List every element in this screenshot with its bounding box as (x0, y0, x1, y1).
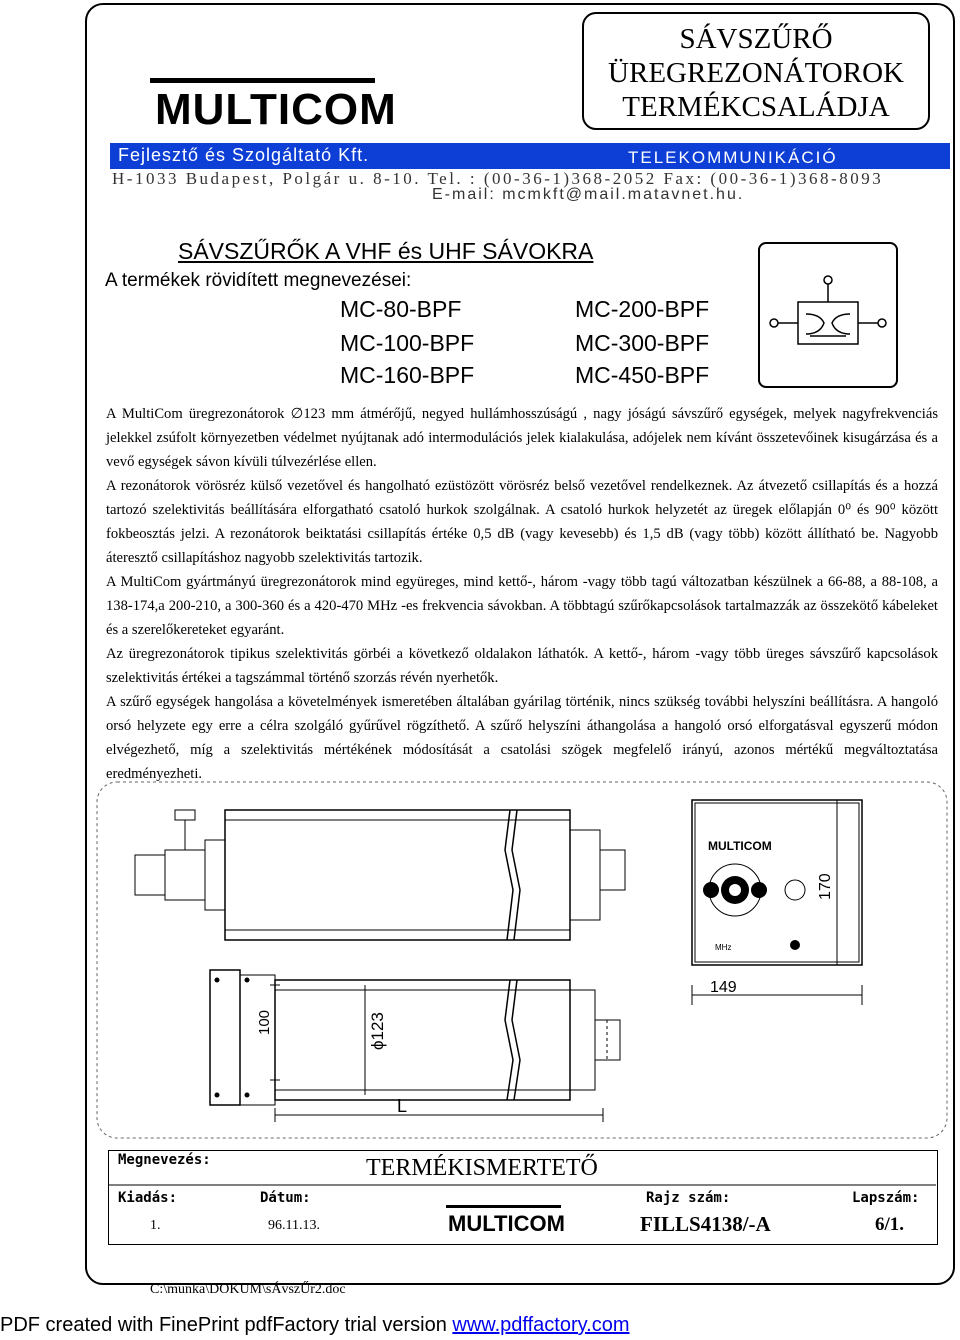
bandpass-filter-symbol (758, 242, 898, 388)
company-sector: TELEKOMMUNIKÁCIÓ (628, 148, 838, 167)
kiadas-value: 1. (150, 1218, 161, 1233)
dimension-149: 149 (710, 979, 737, 996)
product-code: MC-160-BPF (340, 362, 475, 388)
company-email[interactable]: E-mail: mcmkft@mail.matavnet.hu. (432, 186, 745, 203)
paragraph: Az üregrezonátorok tipikus szelektivitás görbéi a következő oldalakon láthatók. A kettő-, három -vagy több üreges sávszűrő kapcsolások szelektivitás értékei a tagszámmal történő szorzás révén nyerhetők. (106, 646, 938, 686)
product-code: MC-200-BPF (575, 296, 710, 322)
datum-value: 96.11.13. (268, 1218, 320, 1233)
product-code: MC-80-BPF (340, 296, 462, 322)
company-type: Fejlesztő és Szolgáltató Kft. (118, 145, 370, 165)
lapszam-value: 6/1. (875, 1214, 905, 1235)
title-box (582, 12, 930, 130)
technical-drawing (95, 780, 950, 1140)
dimension-diameter: ϕ123 (368, 1012, 387, 1050)
rajzszam-label: Rajz szám: (646, 1190, 731, 1206)
company-address: H-1033 Budapest, Polgár u. 8-10. Tel. : (00-36-1)368-2052 Fax: (00-36-1)368-8093 (112, 169, 884, 188)
logo-text: MULTICOM (155, 85, 397, 134)
title-line-1: SÁVSZŰRŐ (679, 23, 833, 55)
title-block-logo (446, 1205, 568, 1240)
title-block-logo-text: MULTICOM (448, 1211, 565, 1236)
datum-label: Dátum: (260, 1190, 311, 1206)
lapszam-label: Lapszám: (852, 1190, 920, 1206)
megnevezes-label: Megnevezés: (118, 1152, 211, 1168)
paragraph: A szűrő egységek hangolása a követelmények ismeretében általában gyárilag történik, nincs szükség további helyszíni beállításra. A hangoló orsó helyzete egy erre a célra szolgáló gyűrűvel rögzíthető. A szűrő helyszíni áthangolása a hangoló orsó elforgatásval egyszerű módon elvégezhető, míg a szelektivitás mértékének módosítását a csatolási szögek megfelelő irányú, azonos mértékű megváltoztatása eredményezheti. (106, 694, 938, 782)
pdf-note-text: PDF created with FinePrint pdfFactory trial version (0, 1314, 447, 1336)
section-subheading: A termékek rövidített megnevezései: (105, 270, 412, 291)
paragraph: A rezonátorok vörösréz külső vezetővel és hangolható ezüstözött vörösréz belső vezetővel rendelkeznek. Az átvezető csillapítás és a hozzá tartozó szelektivitás beállítására elforgatható csatoló hurkok szolgálnak. A csatoló hurkok helyzetét az üregek előlapján 0⁰ és 90⁰ között fokbeosztás jelzi. A rezonátorok beiktatási csillapítás értéke 0,5 dB (vagy kevesebb) és 1,5 dB (vagy több) között állítható be. Nagyobb áteresztő csillapításhoz nagyobb szelektivitás tartozik. (106, 478, 938, 566)
multicom-logo (150, 78, 397, 135)
section-heading: SÁVSZŰRŐK A VHF és UHF SÁVOKRA (178, 238, 594, 264)
product-code: MC-450-BPF (575, 362, 710, 388)
kiadas-label: Kiadás: (118, 1190, 178, 1206)
file-path: C:\munka\DOKUM\sÁvszŰr2.doc (150, 1282, 346, 1297)
description-text (106, 402, 938, 782)
pdffactory-link[interactable]: www.pdffactory.com (452, 1314, 630, 1336)
paragraph: A MultiCom gyártmányú üregrezonátorok mind együreges, mind kettő-, három -vagy több tagú változatban készülnek a 66-88, a 88-108, a 138-174,a 200-210, a 300-360 és a 420-470 MHz -es frekvencia sávokban. A többtagú szűrőkapcsolások tartalmazzák az összekötő kábeleket és a szerelőkereteket egyaránt. (106, 574, 938, 638)
document-title: TERMÉKISMERTETŐ (366, 1155, 598, 1181)
title-line-3: TERMÉKCSALÁDJA (622, 91, 890, 123)
dimension-170: 170 (817, 873, 834, 900)
product-code: MC-300-BPF (575, 330, 710, 356)
product-code: MC-100-BPF (340, 330, 475, 356)
rajzszam-value: FILLS4138/-A (640, 1212, 771, 1236)
dimension-length: L (397, 1096, 408, 1116)
panel-mhz-label: MHz (715, 943, 732, 952)
paragraph: A MultiCom üregrezonátorok ∅123 mm átmérőjű, negyed hullámhosszúságú , nagy jóságú sávszűrő egységek, melyek nagyfrekvenciás jelekkel zsúfolt környezetben védelmet nyújtanak adó intermodulációs jelek kialakulása, adójelek nem kívánt összetevőinek kisugárzása és a vevő egységek sávon kívüli túlvezérlése ellen. (106, 406, 938, 470)
dimension-100: 100 (256, 1009, 273, 1035)
title-line-2: ÜREGREZONÁTOROK (608, 57, 904, 89)
pdf-creator-note (0, 1314, 630, 1337)
panel-logo: MULTICOM (708, 839, 772, 853)
